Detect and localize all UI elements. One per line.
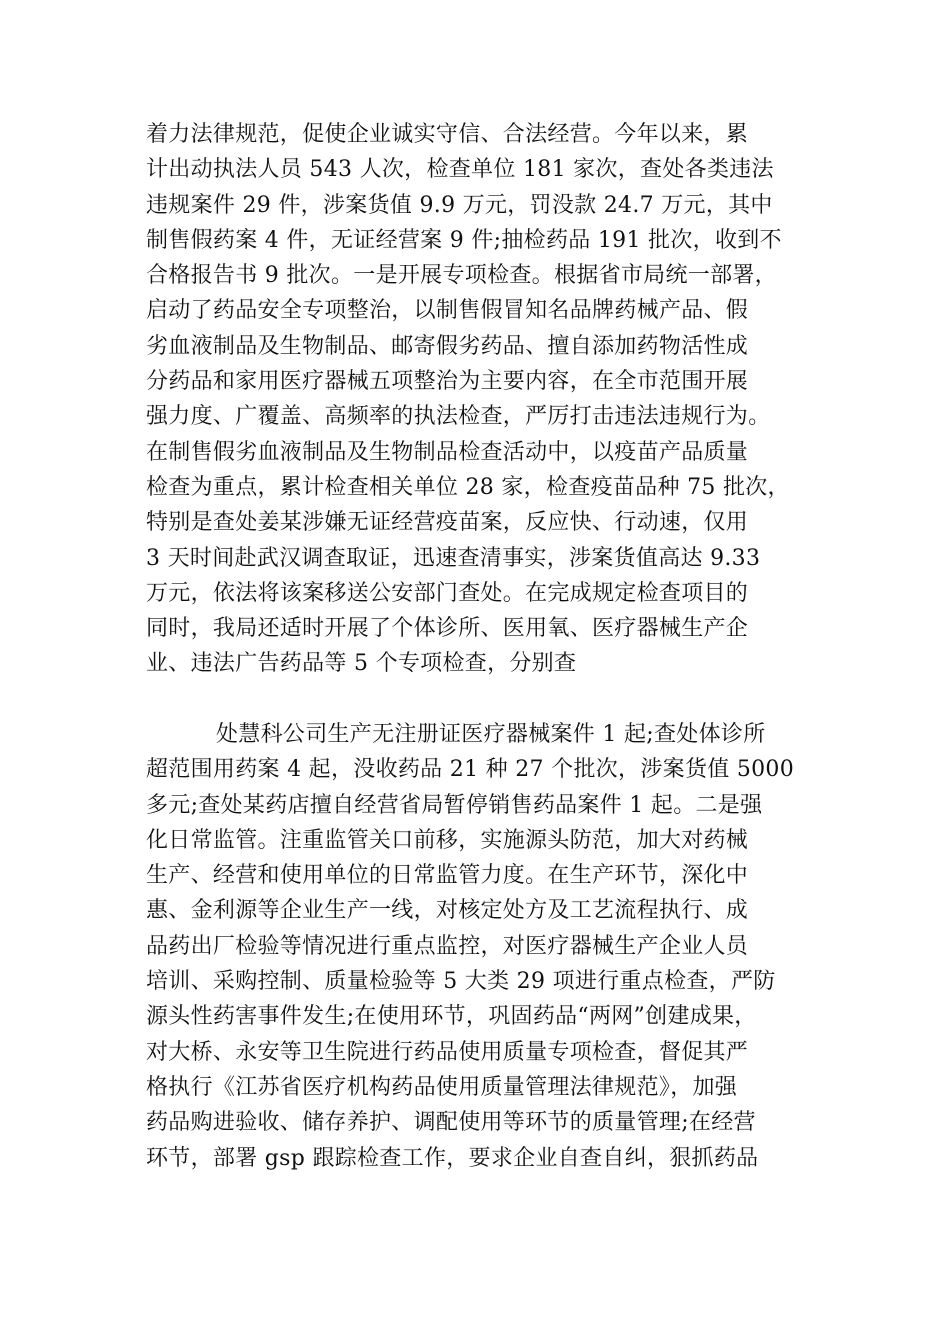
text-line: 化日常监管。注重监管关口前移，实施源头防范，加大对药械: [146, 827, 749, 853]
text-line: 培训、采购控制、质量检验等 5 大类 29 项进行重点检查，严防: [146, 969, 776, 995]
text-line: 合格报告书 9 批次。一是开展专项检查。根据省市局统一部署，: [146, 263, 777, 289]
paragraph-2: [146, 717, 806, 1176]
text-line: 强力度、广覆盖、高频率的执法检查，严厉打击违法违规行为。: [146, 404, 771, 430]
text-line: 多元;查处某药店擅自经营省局暂停销售药品案件 1 起。二是强: [146, 792, 763, 818]
paragraph-1: [146, 117, 806, 682]
text-line: 同时，我局还适时开展了个体诊所、医用氧、医疗器械生产企: [146, 616, 749, 642]
text-line: 着力法律规范，促使企业诚实守信、合法经营。今年以来，累: [146, 122, 749, 147]
text-line: 启动了药品安全专项整治，以制售假冒知名品牌药械产品、假: [146, 298, 749, 324]
text-line: 违规案件 29 件，涉案货值 9.9 万元，罚没款 24.7 万元，其中: [146, 192, 773, 218]
text-line: 分药品和家用医疗器械五项整治为主要内容，在全市范围开展: [146, 369, 749, 395]
text-line: 处慧科公司生产无注册证医疗器械案件 1 起;查处体诊所: [216, 722, 766, 747]
text-line: 惠、金利源等企业生产一线，对核定处方及工艺流程执行、成: [146, 898, 749, 924]
text-line: 格执行《江苏省医疗机构药品使用质量管理法律规范》，加强: [146, 1074, 738, 1100]
text-line: 万元，依法将该案移送公安部门查处。在完成规定检查项目的: [146, 580, 749, 606]
text-line: 品药出厂检验等情况进行重点监控，对医疗器械生产企业人员: [146, 933, 749, 959]
text-line: 劣血液制品及生物制品、邮寄假劣药品、擅自添加药物活性成: [146, 333, 749, 359]
text-line: 对大桥、永安等卫生院进行药品使用质量专项检查，督促其严: [146, 1039, 749, 1065]
text-line: 源头性药害事件发生;在使用环节，巩固药品“两网”创建成果，: [146, 1004, 757, 1030]
text-line: 计出动执法人员 543 人次，检查单位 181 家次，查处各类违法: [146, 157, 774, 183]
text-line: 业、违法广告药品等 5 个专项检查，分别查: [146, 651, 577, 677]
text-line: 检查为重点，累计检查相关单位 28 家，检查疫苗品种 75 批次，: [146, 474, 790, 500]
text-line: 制售假药案 4 件，无证经营案 9 件;抽检药品 191 批次，收到不: [146, 227, 782, 253]
text-line: 环节，部署 gsp 跟踪检查工作，要求企业自查自纠，狠抓药品: [146, 1145, 759, 1171]
text-line: 在制售假劣血液制品及生物制品检查活动中，以疫苗产品质量: [146, 439, 749, 465]
text-line: 3 天时间赴武汉调查取证，迅速查清事实，涉案货值高达 9.33: [146, 545, 761, 571]
text-line: 药品购进验收、储存养护、调配使用等环节的质量管理;在经营: [146, 1110, 756, 1136]
text-line: 超范围用药案 4 起，没收药品 21 种 27 个批次，涉案货值 5000: [146, 757, 795, 783]
text-line: 特别是查处姜某涉嫌无证经营疫苗案，反应快、行动速，仅用: [146, 510, 749, 536]
text-line: 生产、经营和使用单位的日常监管力度。在生产环节，深化中: [146, 863, 749, 889]
